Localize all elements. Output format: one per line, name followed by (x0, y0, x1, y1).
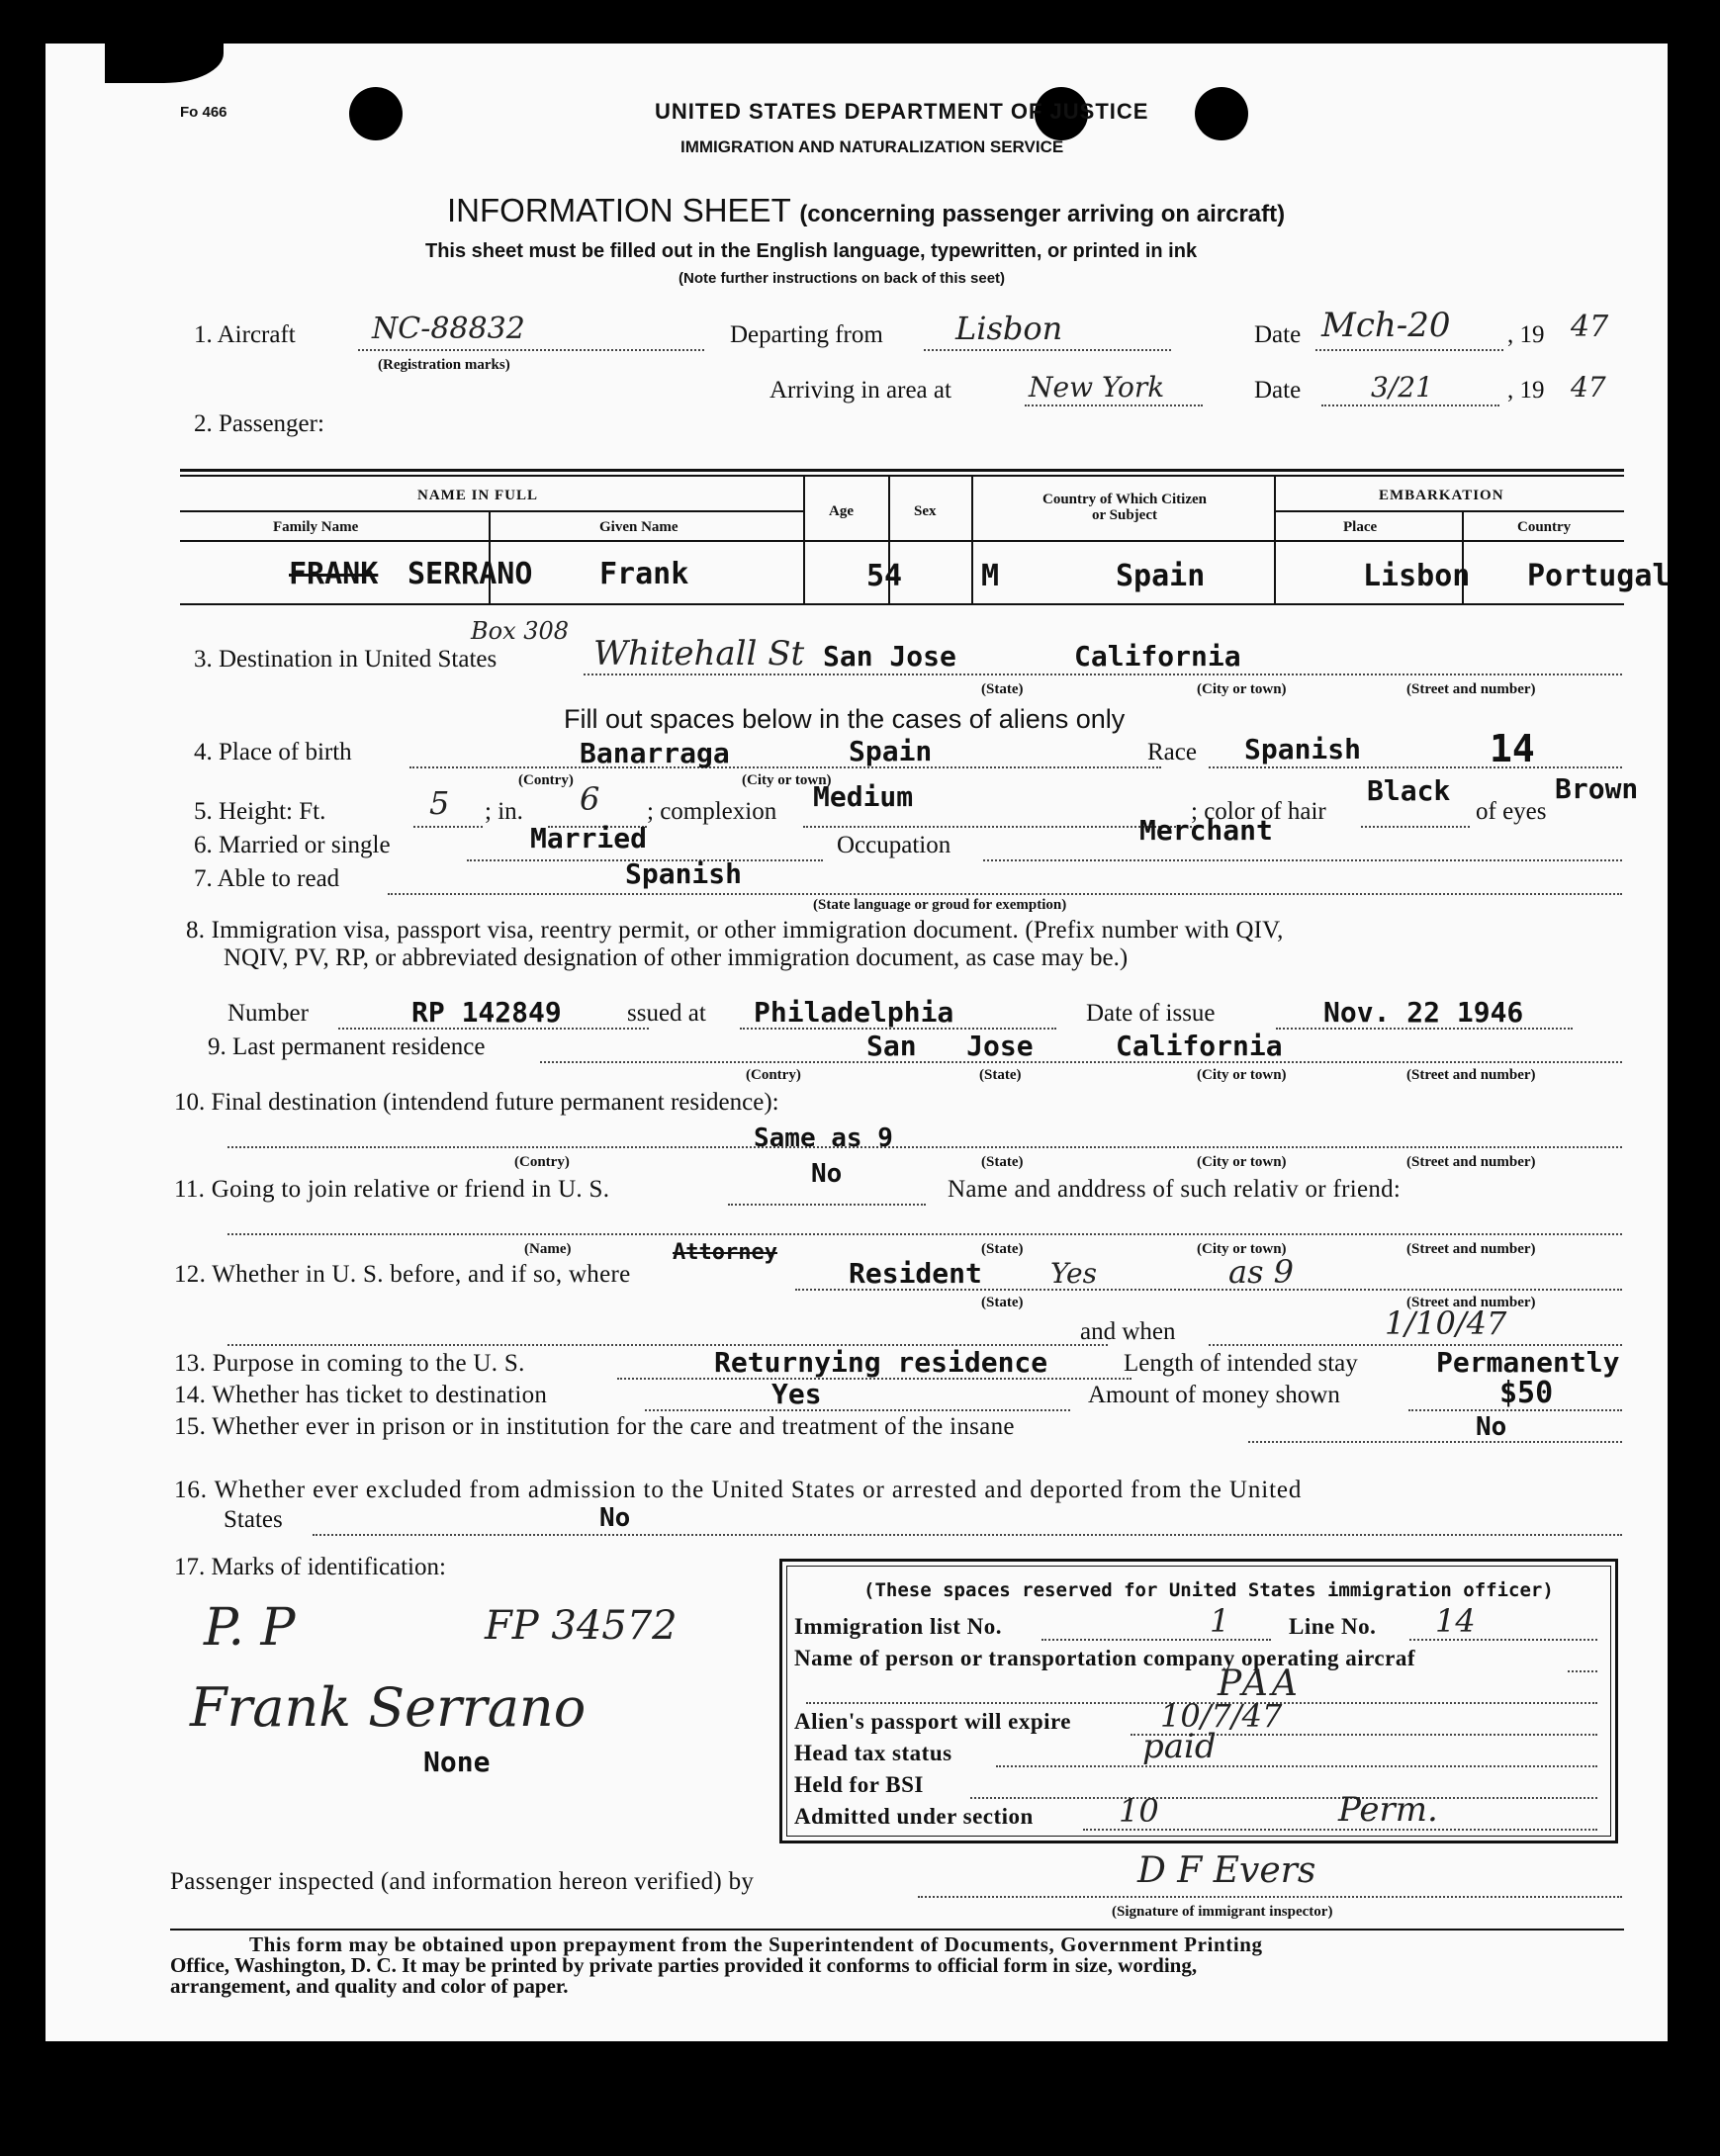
inspection-note: (Signature of immigrant inspector) (1112, 1904, 1333, 1920)
aliens-only-note: Fill out spaces below in the cases of aliens only (564, 704, 1126, 734)
registration-note: (Registration marks) (378, 357, 510, 373)
passport-label: Alien's passport will expire (794, 1709, 1072, 1734)
prison-label: 15. Whether ever in prison or in institution for the care and treatment of the insane (174, 1413, 1015, 1440)
hair-label: ; color of hair (1191, 798, 1326, 825)
given-name-value: Frank (599, 557, 689, 591)
citizen-value: Spain (1116, 559, 1206, 593)
passport-value: 10/7/47 (1160, 1697, 1283, 1735)
header-country: Country (1517, 519, 1572, 535)
read-note: (State language or groud for exemption) (813, 897, 1067, 913)
officer-title: (These spaces reserved for United States immigration officer) (863, 1579, 1554, 1601)
company-value: PAA (1218, 1663, 1302, 1704)
residence-col-country: (Contry) (746, 1067, 801, 1083)
header-age: Age (829, 503, 854, 519)
visa-line-1: 8. Immigration visa, passport visa, reentry permit, or other immigration document. (Prefix number with QIV, (186, 917, 1284, 943)
excluded-value: No (599, 1503, 631, 1533)
bsi-line (970, 1797, 1597, 1799)
race-label: Race (1147, 739, 1197, 765)
embark-place-value: Lisbon (1363, 559, 1471, 593)
date-label-2: Date (1254, 377, 1302, 404)
visa-number: RP 142849 (411, 996, 562, 1029)
marks-fp: FP 34572 (485, 1603, 678, 1649)
instruction-line-1: This sheet must be filled out in the English language, typewritten, or printed in ink (425, 240, 1198, 262)
residence-state: California (1116, 1030, 1283, 1062)
final-line (227, 1146, 1622, 1148)
destination-state: California (1074, 640, 1241, 673)
age-value: 54 (866, 559, 903, 593)
year-prefix-1: , 19 (1507, 321, 1545, 348)
residence-col-city: (City or town) (1197, 1067, 1287, 1083)
join-col-street: (Street and number) (1406, 1241, 1536, 1257)
join-name-line (227, 1233, 1622, 1235)
company-line-1 (1568, 1670, 1597, 1672)
issued-label: ssued at (627, 1000, 706, 1027)
arriving-line (1025, 404, 1203, 406)
final-col-street: (Street and number) (1406, 1154, 1536, 1170)
sex-value: M (981, 559, 1000, 593)
prison-value: No (1476, 1412, 1507, 1442)
year-prefix-2: , 19 (1507, 377, 1545, 404)
section-label: Admitted under section (794, 1804, 1034, 1829)
join-name-label: Name and anddress of such relativ or friend: (948, 1176, 1402, 1203)
inspection-line (918, 1896, 1622, 1898)
race-line (1209, 766, 1622, 768)
residence-city: San Jose (866, 1030, 1034, 1062)
before-col-street: (Street and number) (1406, 1295, 1536, 1310)
residence-col-street: (Street and number) (1406, 1067, 1536, 1083)
birth-col-city: (City or town) (742, 772, 832, 788)
destination-col-city: (City or town) (1197, 681, 1287, 697)
destination-city: San Jose (823, 640, 956, 673)
inspection-label: Passenger inspected (and information hereon verified) by (170, 1868, 755, 1895)
ticket-label: 14. Whether has ticket to destination (174, 1382, 548, 1408)
hair-value: Black (1367, 774, 1451, 807)
destination-line (584, 674, 1622, 675)
year-value-2: 47 (1571, 371, 1606, 404)
section-value: 10 (1119, 1792, 1159, 1830)
prison-line (1248, 1441, 1622, 1443)
tax-line (996, 1765, 1597, 1767)
footer-line-3: arrangement, and quality and color of paper. (170, 1974, 569, 1998)
arriving-label: Arriving in area at (769, 377, 951, 404)
money-label: Amount of money shown (1088, 1382, 1340, 1408)
occupation-label: Occupation (837, 832, 951, 858)
form-page (45, 44, 1671, 2041)
list-no: 1 (1210, 1602, 1230, 1640)
occupation-value: Merchant (1139, 814, 1273, 847)
bsi-label: Held for BSI (794, 1772, 924, 1797)
join-label: 11. Going to join relative or friend in U. S. (174, 1176, 610, 1203)
company-label: Name of person or transportation company operating aircraf (794, 1646, 1415, 1670)
read-line (388, 893, 1622, 895)
marks-label: 17. Marks of identification: (174, 1554, 446, 1580)
marks-signature: Frank Serrano (190, 1676, 587, 1739)
occupation-line (983, 859, 1622, 861)
family-name-value: SERRANO (407, 557, 533, 591)
residence-label: 9. Last permanent residence (208, 1033, 486, 1060)
marks-pp: P. P (204, 1598, 296, 1658)
embark-country-value: Portugal (1527, 559, 1671, 593)
header-family-name: Family Name (273, 519, 359, 535)
join-col-name: (Name) (524, 1241, 572, 1257)
height-label: 5. Height: Ft. (194, 798, 326, 825)
birth-label: 4. Place of birth (194, 739, 352, 765)
before-value: Resident (849, 1257, 982, 1290)
department-heading: UNITED STATES DEPARTMENT OF JUSTICE (655, 99, 1149, 124)
departing-label: Departing from (730, 321, 883, 348)
when-value: 1/10/47 (1385, 1304, 1507, 1342)
ticket-value: Yes (771, 1378, 822, 1410)
residence-col-state: (State) (979, 1067, 1022, 1083)
birth-country: Spain (849, 735, 933, 767)
list-line (1041, 1639, 1271, 1641)
title-sub: (concerning passenger arriving on aircraft) (799, 201, 1286, 227)
height-ft: 5 (429, 784, 450, 822)
form-number: Fo 466 (180, 104, 227, 121)
length-label: Length of intended stay (1124, 1350, 1358, 1377)
when-label: and when (1080, 1318, 1176, 1345)
destination-col-state: (State) (981, 681, 1024, 697)
hair-line (1361, 826, 1470, 828)
header-sex: Sex (914, 503, 937, 519)
footer-line-2: Office, Washington, D. C. It may be printed by private parties provided it conforms to official form in size, wording, (170, 1953, 1198, 1977)
height-in-label: ; in. (485, 798, 523, 825)
purpose-value: Returnying residence (714, 1346, 1048, 1379)
year-value-1: 47 (1571, 310, 1609, 344)
before-label: 12. Whether in U. S. before, and if so, where (174, 1261, 631, 1288)
date-label-1: Date (1254, 321, 1302, 348)
marks-value: None (423, 1746, 491, 1778)
race-value: Spanish (1244, 733, 1362, 765)
before-hand-yes: Yes (1050, 1257, 1097, 1290)
before-col-state: (State) (981, 1295, 1024, 1310)
officer-box (779, 1559, 1618, 1843)
final-value: Same as 9 (754, 1123, 893, 1153)
birth-col-country: (Contry) (518, 772, 574, 788)
instruction-line-2: (Note further instructions on back of this seet) (679, 270, 1006, 287)
married-value: Married (530, 822, 648, 854)
aircraft-line (358, 349, 704, 351)
torn-corner (105, 44, 224, 83)
header-place: Place (1343, 519, 1378, 535)
doi-value: Nov. 22 1946 (1323, 996, 1524, 1029)
tax-value: paid (1142, 1727, 1217, 1766)
final-col-state: (State) (981, 1154, 1024, 1170)
arriving-value: New York (1029, 371, 1165, 404)
complexion-label: ; complexion (647, 798, 777, 825)
destination-label: 3. Destination in United States (194, 646, 498, 673)
footer-line-1: This form may be obtained upon prepayment from the Superintendent of Documents, Government Printing (249, 1932, 1263, 1956)
aircraft-value: NC-88832 (372, 312, 525, 346)
destination-street: Whitehall St (593, 634, 805, 674)
final-col-country: (Contry) (514, 1154, 570, 1170)
join-line (728, 1204, 926, 1206)
date-value-1: Mch-20 (1321, 306, 1451, 345)
departing-value: Lisbon (955, 310, 1063, 347)
aircraft-label: 1. Aircraft (194, 321, 296, 348)
destination-box-number: Box 308 (471, 617, 570, 645)
punch-hole-right (1195, 87, 1248, 140)
join-col-city: (City or town) (1197, 1241, 1287, 1257)
line-no: 14 (1435, 1602, 1476, 1640)
tax-label: Head tax status (794, 1741, 952, 1765)
form-title (447, 194, 1285, 226)
date-value-2: 3/21 (1371, 371, 1433, 404)
complexion-value: Medium (813, 780, 914, 813)
money-value: $50 (1499, 1376, 1554, 1410)
footer-notice (170, 1929, 1624, 1997)
residence-line (540, 1061, 1622, 1063)
birth-line (409, 766, 1161, 768)
final-label: 10. Final destination (intendend future permanent residence): (174, 1089, 779, 1116)
service-heading: IMMIGRATION AND NATURALIZATION SERVICE (680, 137, 1064, 156)
height-in: 6 (580, 780, 600, 818)
visa-line-2: NQIV, PV, RP, or abbreviated designation of other immigration document, as case may be.) (224, 944, 1129, 971)
header-name-in-full: NAME IN FULL (417, 488, 539, 503)
eyes-label: of eyes (1476, 798, 1547, 825)
header-given-name: Given Name (599, 519, 679, 535)
length-value: Permanently (1436, 1346, 1620, 1379)
final-col-city: (City or town) (1197, 1154, 1287, 1170)
married-label: 6. Married or single (194, 832, 391, 858)
section-note: Perm. (1338, 1790, 1438, 1830)
ticket-line (645, 1409, 1070, 1411)
visa-number-label: Number (227, 1000, 309, 1027)
date-line-2 (1321, 404, 1499, 406)
issued-at: Philadelphia (754, 996, 954, 1029)
family-name-struck: FRANK (289, 557, 379, 591)
purpose-label: 13. Purpose in coming to the U. S. (174, 1350, 525, 1377)
margin-mark-14: 14 (1490, 727, 1535, 770)
header-country-citizen: Country of Which Citizen or Subject (1042, 492, 1207, 523)
join-value: No (811, 1159, 843, 1189)
list-label: Immigration list No. (794, 1614, 1002, 1639)
title-main: INFORMATION SHEET (447, 192, 791, 228)
line-label: Line No. (1289, 1614, 1377, 1639)
excluded-line-1: 16. Whether ever excluded from admission to the United States or arrested and deported from the United (174, 1477, 1303, 1503)
doi-label: Date of issue (1086, 1000, 1216, 1027)
date-line-1 (1315, 349, 1503, 351)
header-embarkation: EMBARKATION (1379, 488, 1504, 503)
read-value: Spanish (625, 857, 743, 890)
eyes-value: Brown (1555, 772, 1639, 805)
join-col-state: (State) (981, 1241, 1024, 1257)
passenger-label: 2. Passenger: (194, 410, 324, 437)
birth-city: Banarraga (580, 737, 730, 769)
destination-col-street: (Street and number) (1406, 681, 1536, 697)
excluded-line (313, 1534, 1622, 1536)
read-label: 7. Able to read (194, 865, 340, 892)
inspection-signature: D F Evers (1137, 1850, 1316, 1891)
excluded-line-2: States (224, 1506, 283, 1533)
before-hand-as9: as 9 (1228, 1253, 1295, 1291)
before-struck: Attorney (673, 1240, 777, 1265)
punch-hole-left (349, 87, 403, 140)
passenger-table (180, 469, 1671, 607)
height-ft-line (413, 826, 483, 828)
departing-line (924, 349, 1171, 351)
